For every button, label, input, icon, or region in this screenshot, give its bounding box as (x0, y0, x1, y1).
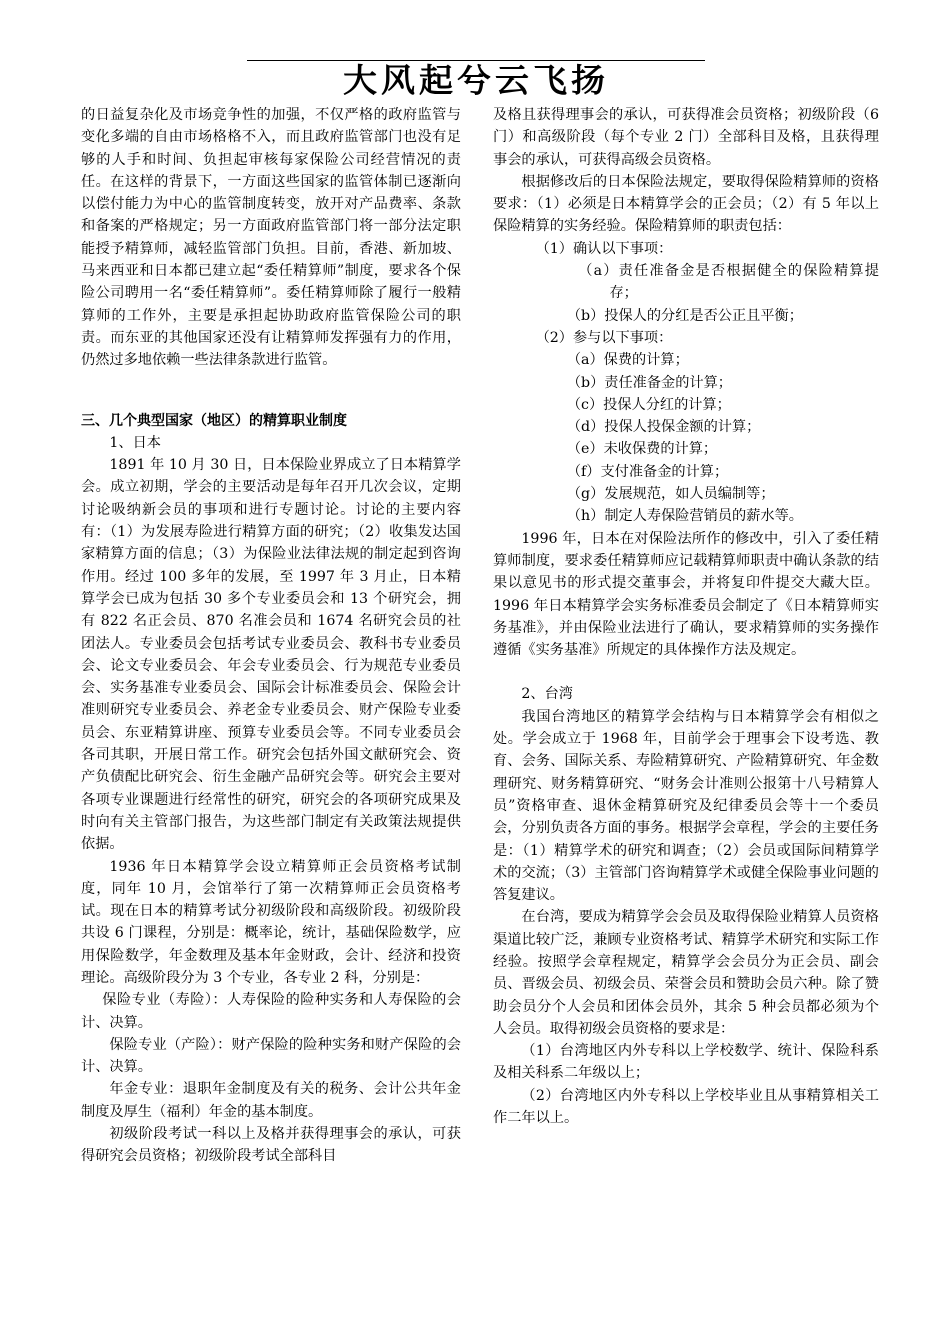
paragraph-taiwan-membership: 在台湾，要成为精算学会会员及取得保险业精算人员资格渠道比较广泛，兼顾专业资格考试、精算学术研究和实际工作经验。按照学会章程规定，精算学会会员分为正会员、副会员、晋级会员、初级会员、荣誉会员和赞助会员六种。除了赞助会员分个人会员和团体会员外，其余 5 种会员都必须为个人会员。取得初级会员资格的要求是： (493, 909, 879, 1037)
paragraph-intro: 的日益复杂化及市场竞争性的加强，不仅严格的政府监管与变化多端的自由市场格格不入，而且政府监管部门也没有足够的人手和时间、负担起审核每家保险公司经营情况的责任。在这样的背景下，一方面这些国家的监管体制已逐渐向以偿付能力为中心的监管制度转变，放开对产品费率、条款和备案的严格规定；另一方面政府监管部门将一部分法定职能授予精算师，减轻监管部门负担。目前，香港、新加坡、马来西亚和日本都已建立起“委任精算师”制度，要求各个保险公司聘用一名“委任精算师”。委任精算师除了履行一般精算师的工作外，主要是承担起协助政府监管保险公司的职责。而东亚的其他国家还没有让精算师发挥强有力的作用，仍然过多地依赖一些法律条款进行监管。 (81, 107, 461, 369)
right-column (493, 104, 879, 1129)
paragraph-pension: 年金专业：退职年金制度及有关的税务、会计公共年金制度及厚生（福利）年金的基本制度。 (81, 1081, 461, 1120)
list-participate-item: （g）发展规范，如人员编制等； (566, 486, 775, 503)
paragraph-life-insurance: 保险专业（寿险）：人寿保险的险种实务和人寿保险的会计、决算。 (81, 992, 461, 1031)
requirement-1: （1）台湾地区内外专科以上学校数学、统计、保险科系及相关科系二年级以上； (493, 1043, 879, 1082)
subsection-heading-japan: 1、日本 (109, 434, 161, 451)
list-participate-item: （c）投保人分红的计算； (566, 396, 731, 413)
list-participate-item: （f）支付准备金的计算； (566, 463, 729, 480)
left-column (81, 104, 461, 1168)
paragraph-continued: 及格且获得理事会的承认，可获得准会员资格；初级阶段（6 门）和高级阶段（每个专业 2 门）全部科目及格，且获得理事会的承认，可获得高级会员资格。 (493, 107, 879, 168)
paragraph-1996: 1996 年，日本在对保险法所作的修改中，引入了委任精算师制度，要求委任精算师应记载精算师职责中确认条款的结果以意见书的形式提交董事会，并将复印件提交大藏大臣。1996 年日本精算学会实务标准委员会制定了《日本精算师实务基准》，并由保险业法进行了确认，要求精算师的实务操作遵循《实务基准》所规定的具体操作方法及规定。 (493, 530, 879, 659)
paragraph-taiwan: 我国台湾地区的精算学会结构与日本精算学会有相似之处。学会成立于 1968 年，目前学会于理事会下设考选、教育、会务、国际关系、寿险精算研究、产险精算研究、年金数理研究、财务精算研究、“财务会计准则公报第十八号精算人员”资格审查、退休金精算研究及纪律委员会等十一个委员会，分别负责各方面的事务。根据学会章程，学会的主要任务是：（1）精算学术的研究和调查；（2）会员或国际间精算学术的交流；（3）主管部门咨询精算学术或健全保险事业问题的答复建议。 (493, 708, 879, 904)
list-participate-item: （a）保费的计算； (566, 352, 689, 369)
paragraph-1891: 1891 年 10 月 30 日，日本保险业界成立了日本精算学会。成立初期，学会的主要活动是每年召开几次会议，定期讨论吸纳新会员的事项和进行专题讨论。讨论的主要内容有：（1）为发展寿险进行精算方面的研究；（2）收集发达国家精算方面的信息；（3）为保险业法律法规的制定起到咨询作用。经过 100 多年的发展，至 1997 年 3 月止，日本精算学会已成为包括 30 多个专业委员会和 13 个研究会，拥有 822 名正会员、870 名准会员和 1674 名研究会员的社团法人。专业委员会包括考试专业委员会、教科书专业委员会、论文专业委员会、年会专业委员会、行为规范专业委员会、实务基准专业委员会、国际会计标准委员会、保险会计准则研究专业委员会、养老金专业委员会、财产保险专业委员会、东亚精算讲座、预算专业委员会等。不同专业委员会各司其职，开展日常工作。研究会包括外国文献研究会、资产负债配比研究会、衍生金融产品研究会等。研究会主要对各项专业课题进行经常性的研究，研究会的各项研究成果及时向有关主管部门报告，为这些部门制定有关政策法规提供依据。 (81, 457, 461, 853)
paragraph-1936: 1936 年日本精算学会设立精算师正会员资格考试制度，同年 10 月，会馆举行了第一次精算师正会员资格考试。现在日本的精算考试分初级阶段和高级阶段。初级阶段共设 6 门课程，分别是：概率论，统计，基础保险数学，应用保险数学，年金数理及基本年金财政，会计、经济和投资理论。高级阶段分为 3 个专业，各专业 2 科，分别是： (81, 858, 461, 986)
list-participate-item: （d）投保人投保金额的计算； (566, 419, 761, 436)
header-banner: 大风起兮云飞扬 (343, 62, 609, 100)
list-participate-item: （h）制定人寿保险营销员的薪水等。 (566, 508, 803, 525)
requirement-2: （2）台湾地区内外专科以上学校毕业且从事精算相关工作二年以上。 (493, 1087, 879, 1127)
list-confirm-item-a: （a）责任准备金是否根据健全的保险精算提存； (578, 263, 879, 302)
spacer (81, 372, 461, 394)
spacer (493, 661, 879, 683)
section-heading: 三、几个典型国家（地区）的精算职业制度 (81, 412, 347, 429)
list-participate-item: （b）责任准备金的计算； (566, 374, 732, 391)
list-participate-item: （e）未收保费的计算； (566, 441, 718, 458)
paragraph-law: 根据修改后的日本保险法规定，要取得保险精算师的资格要求：（1）必须是日本精算学会的正会员；（2）有 5 年以上保险精算的实务经验。保险精算师的职责包括： (493, 173, 879, 235)
list-participate-heading: （2）参与以下事项： (535, 329, 673, 346)
paragraph-exam: 初级阶段考试一科以上及格并获得理事会的承认，可获得研究会员资格；初级阶段考试全部科目 (81, 1126, 461, 1165)
subsection-heading-taiwan: 2、台湾 (521, 686, 573, 703)
list-confirm-item-b: （b）投保人的分红是否公正且平衡； (566, 307, 803, 324)
spacer (81, 394, 461, 410)
list-confirm-heading: （1）确认以下事项： (535, 240, 673, 257)
paragraph-property-insurance: 保险专业（产险）：财产保险的险种实务和财产保险的会计、决算。 (81, 1036, 461, 1076)
